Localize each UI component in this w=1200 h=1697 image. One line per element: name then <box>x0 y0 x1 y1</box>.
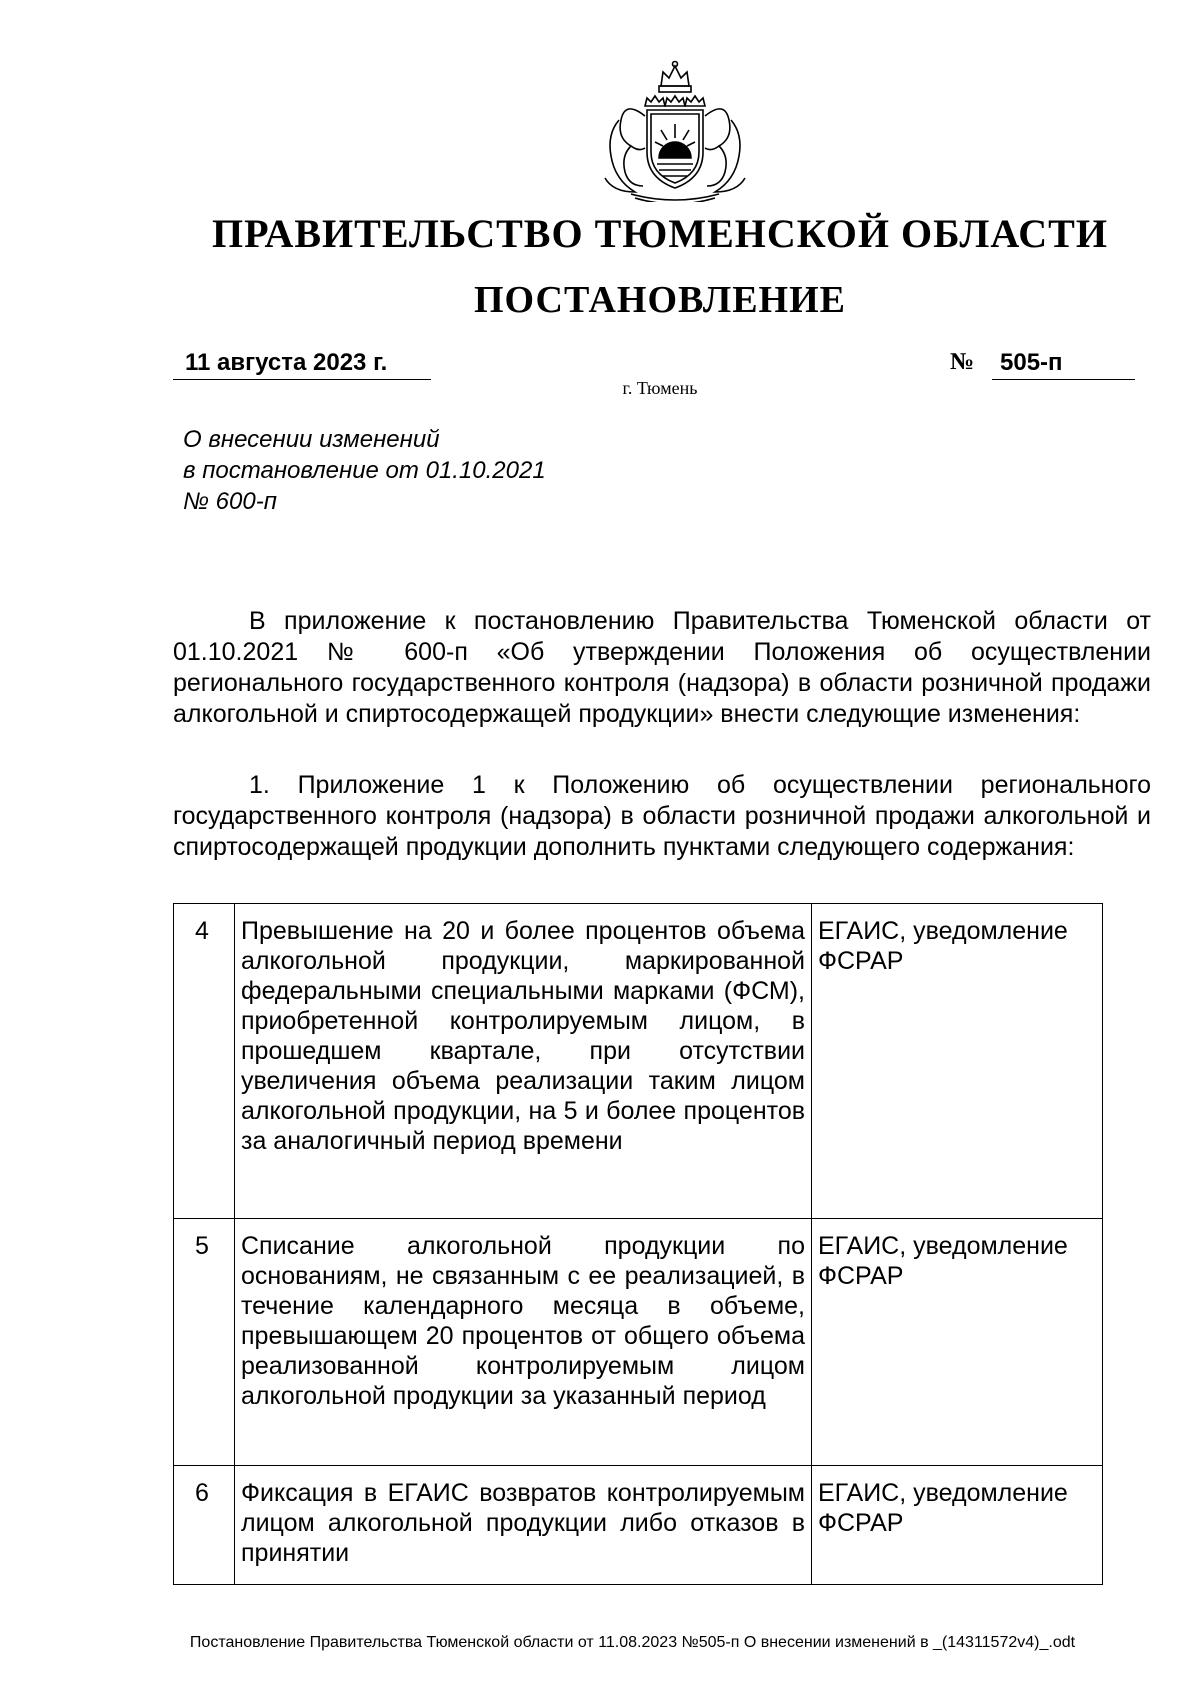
date-field <box>173 349 431 380</box>
row-description: Превышение на 20 и более процентов объема алкогольной продукции, маркированной федеральными специальными марками (ФСМ), приобретенной контролируемым лицом, в прошедшем квартале, при отсутствии увеличения объема реализации таким лицом алкогольной продукции, на 5 и более процентов за аналогичный период времени <box>235 904 812 1219</box>
body-paragraph: 1. Приложение 1 к Положению об осуществлении регионального государственного контроля (надзора) в области розничной продажи алкогольной и спиртосодержащей продукции дополнить пунктами следующего содержания: <box>173 771 1151 861</box>
row-description: Списание алкогольной продукции по основаниям, не связанным с ее реализацией, в течение календарного месяца в объеме, превышающем 20 процентов от общего объема реализованной контролируемым лицом алкогольной продукции за указанный период <box>235 1219 812 1466</box>
row-source: ЕГАИС, уведомление ФСРАР <box>812 1466 1103 1585</box>
document-date: 11 августа 2023 г. <box>185 349 388 376</box>
page-footer: Постановление Правительства Тюменской области от 11.08.2023 №505-п О внесении изменений в _(14311572v4)_.odt <box>189 1634 1076 1651</box>
row-number: 4 <box>174 904 235 1219</box>
number-underline <box>992 349 1135 380</box>
document-subject <box>183 424 546 517</box>
row-source: ЕГАИС, уведомление ФСРАР <box>812 1219 1103 1466</box>
government-name: ПРАВИТЕЛЬСТВО ТЮМЕНСКОЙ ОБЛАСТИ <box>212 211 1108 256</box>
subject-line: О внесении изменений <box>183 426 440 453</box>
amendment-table <box>173 903 1103 1585</box>
table-row <box>174 1466 1103 1585</box>
body-paragraph: В приложение к постановлению Правительства Тюменской области от 01.10.2021 № 600-п «Об утверждении Положения об осуществлении регионального государственного контроля (надзора) в области розничной продажи алкогольной и спиртосодержащей продукции» внести следующие изменения: <box>173 607 1151 728</box>
document-type-title: ПОСТАНОВЛЕНИЕ <box>473 279 847 321</box>
tyumen-oblast-coat-of-arms-icon <box>595 60 755 202</box>
row-source: ЕГАИС, уведомление ФСРАР <box>812 904 1103 1219</box>
city: г. Тюмень <box>622 378 698 398</box>
document-number: 505-п <box>1000 349 1063 376</box>
subject-line: № 600-п <box>183 488 277 515</box>
row-number: 5 <box>174 1219 235 1466</box>
number-field <box>950 349 1135 379</box>
number-sign: № <box>950 349 975 375</box>
table-row <box>174 904 1103 1219</box>
row-description: Фиксация в ЕГАИС возвратов контролируемым лицом алкогольной продукции либо отказов в принятии <box>235 1466 812 1585</box>
row-number: 6 <box>174 1466 235 1585</box>
table-row <box>174 1219 1103 1466</box>
subject-line: в постановление от 01.10.2021 <box>183 457 546 484</box>
